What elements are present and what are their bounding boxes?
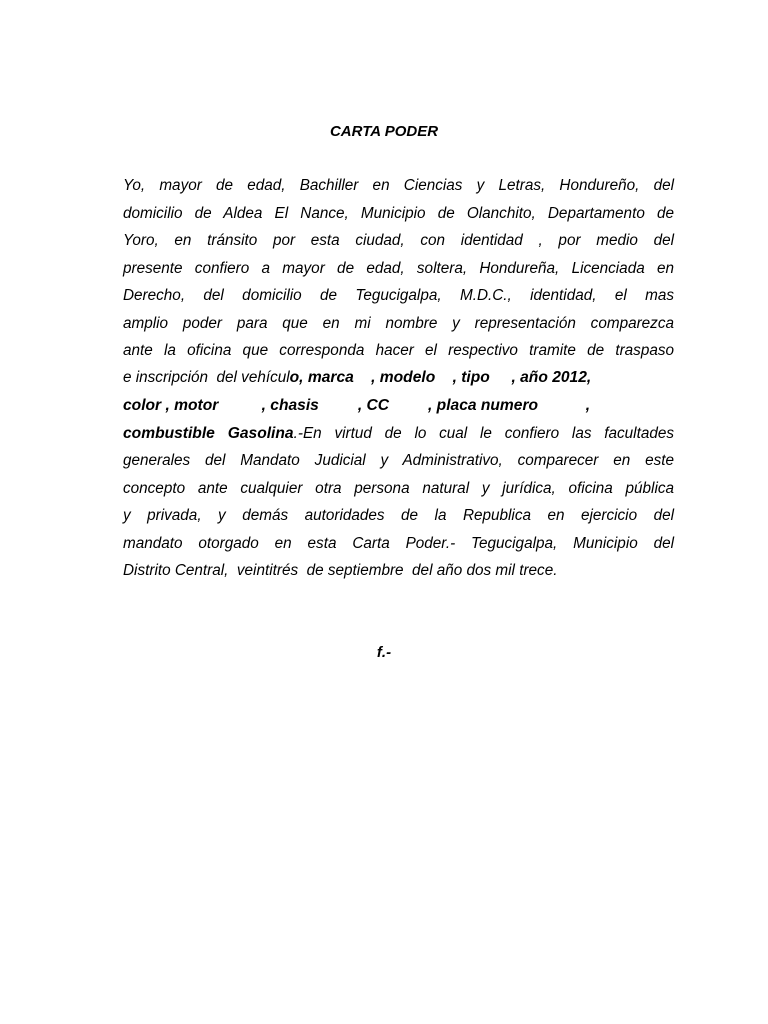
vehicle-line-1-prefix: e inscripción del vehícul <box>123 369 290 386</box>
body-line: ante la oficina que corresponda hacer el respectivo tramite de traspaso <box>123 342 674 359</box>
body-line: Derecho, del domicilio de Tegucigalpa, M.D.C., identidad, el mas <box>123 287 674 304</box>
closing-line-last: Distrito Central, veintitrés de septiembre del año dos mil trece. <box>123 562 558 579</box>
body-line: Yoro, en tránsito por esta ciudad, con identidad , por medio del <box>123 232 674 249</box>
vehicle-line-2: color , motor , chasis , CC , placa numero , <box>123 397 591 414</box>
vehicle-line-3 <box>123 424 674 444</box>
vehicle-line-3-rest: .-En virtud de lo cual le confiero las facultades <box>293 425 674 442</box>
body-line: Yo, mayor de edad, Bachiller en Ciencias y Letras, Hondureño, del <box>123 177 674 194</box>
document-title: CARTA PODER <box>329 123 439 140</box>
closing-line: y privada, y demás autoridades de la Republica en ejercicio del <box>123 507 674 524</box>
body-line: presente confiero a mayor de edad, soltera, Hondureña, Licenciada en <box>123 260 674 277</box>
closing-line: mandato otorgado en esta Carta Poder.- Tegucigalpa, Municipio del <box>123 535 674 552</box>
signature-mark: f.- <box>376 644 392 661</box>
vehicle-line-1-bold: o, marca , modelo , tipo , año 2012, <box>289 369 592 386</box>
fuel-type: combustible Gasolina <box>123 425 294 442</box>
closing-line: concepto ante cualquier otra persona natural y jurídica, oficina pública <box>123 480 674 497</box>
body-line: domicilio de Aldea El Nance, Municipio de Olanchito, Departamento de <box>123 205 674 222</box>
vehicle-line-1 <box>123 368 674 388</box>
closing-line: generales del Mandato Judicial y Administrativo, comparecer en este <box>123 452 674 469</box>
body-line: amplio poder para que en mi nombre y representación comparezca <box>123 315 674 332</box>
